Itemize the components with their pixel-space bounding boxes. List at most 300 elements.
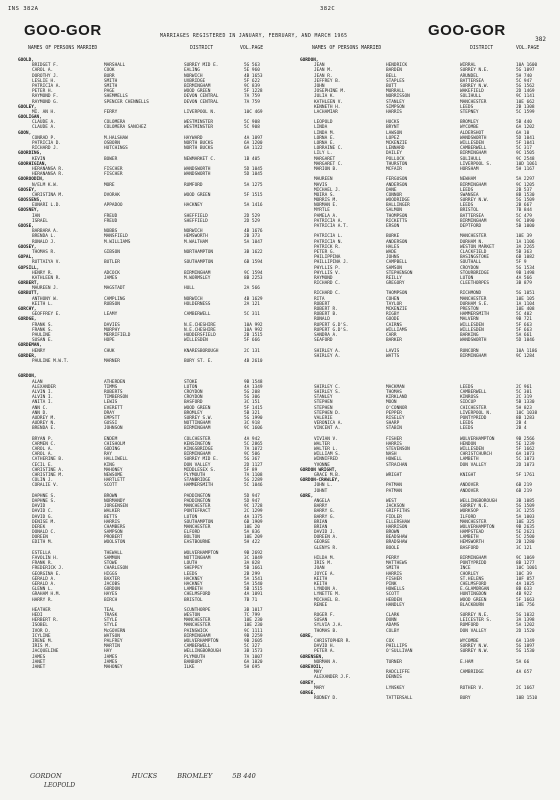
page-ref-left: INS 382A [8,6,39,12]
district: LUTON [460,275,474,281]
district: PADDINGTON [184,493,211,499]
forename: IAN [32,213,40,219]
handwritten-annotation [30,772,274,780]
district: BASINGSTOKE [460,255,490,261]
vol-page: 4A 1349 [244,384,263,390]
spouse-surname: O'SULLIVAN [386,649,413,655]
district: COLCHESTER [184,436,211,442]
forename: CAROL A. [32,452,54,458]
vol-page: 5F 9 [516,260,527,266]
spouse-surname: GREGORY [386,281,405,287]
vol-page: 9C 1606 [244,426,263,432]
spouse-surname: SHARP [386,421,400,427]
page-number: 382 [535,36,546,43]
spouse-surname: ADCOCK [104,270,120,276]
vol-page: 2D 1127 [244,462,263,468]
district: BOLTON [184,535,200,541]
forename: SUSAN [314,618,328,624]
district: EALING [184,68,200,74]
vol-page: 3B 1017 [244,607,263,613]
vol-page: 7A 1108 [244,473,263,478]
spouse-surname: MATTHEWS [386,561,408,567]
district: SURREY MID E. [184,63,219,69]
forename: DAVID C. [32,509,54,515]
forename: JACQUELINE [32,649,59,655]
district: WOLVERHAMPTON [184,550,219,556]
district: HORSHAM [460,166,479,172]
district: WANDSWORTH [184,172,211,178]
spouse-surname: BARDEN [386,68,402,74]
vol-page: 2D 529 [244,213,260,219]
district: WILLESDEN [460,447,484,453]
vol-page: 5A 2297 [516,177,535,183]
vol-page: 5B 1000 [516,224,535,229]
spouse-surname: ANDERSON [386,239,408,245]
spouse-surname: FREUD [104,213,118,219]
forename: PATRICIA N. [314,239,344,245]
forename: PATRICIA A.T. [314,224,349,229]
forename: VIVIAN V. [314,436,338,442]
spouse-surname: HARRIS [386,441,402,447]
vol-page: 6A 1349 [516,639,535,644]
surname: GOOSSENS, [18,198,42,204]
forename: MARGARET [314,156,336,162]
spouse-surname: APPADOO [104,203,123,209]
spouse-surname: HANDLEY [386,602,405,608]
forename: NORMAN A. [314,659,338,665]
spouse-surname: PALFREY [104,639,123,644]
forename: ANITA I. [32,400,54,406]
spouse-surname: HENDRICK [386,63,408,69]
vol-page: 6B 219 [516,483,532,489]
vol-page: 10E 408 [516,307,535,312]
spouse-surname: HARTLETT [104,478,126,484]
district: WYCOMBE [460,125,479,131]
spouse-surname: COX [386,639,394,644]
district: PONTYPRIDD [460,561,487,567]
district: BROMLEY [184,410,203,416]
forename: DEREK [32,524,46,530]
spouse-surname: TEAL [104,607,115,613]
district: WESTON [184,613,200,619]
forename: CLAUDE A. [32,120,56,126]
forename: RAYMOND G. [32,99,59,105]
district: HAMMERSMITH [460,312,490,318]
spouse-surname: MCKENZIE [386,141,408,146]
forename: RAYMOND F. [32,94,59,100]
forename: ALEXANDER [32,384,56,390]
spouse-surname: FISCHER [104,166,123,172]
forename: DAVID J. [314,530,336,536]
spouse-surname: STEVENSON [386,447,410,453]
vol-page: 9C 1069 [516,556,535,561]
forename: SANDRA A. [314,332,338,338]
district: ANDOVER [460,483,479,489]
spouse-surname: THEWALL [104,550,123,556]
vol-page: 5C 2865 [244,441,263,447]
spouse-surname: WATTS [386,353,400,359]
forename: WINNIFRED [314,457,338,463]
register-header: MARRIAGES REGISTERED IN JANUARY, FEBRUARY, AND MARCH 1965 [160,34,348,39]
vol-page: 5F 1761 [516,473,535,478]
district: SOUTHAMPTON [184,519,214,525]
forename: MAY [314,670,322,676]
vol-page: 9C 2548 [516,156,535,162]
spouse-surname: WATSON [104,633,120,639]
spouse-surname: WRIGHT [386,473,402,478]
forename: GLENYS R. [314,545,338,551]
district: SURREY N.E. [460,613,490,619]
surname: GORE, [300,493,314,499]
vol-page: 9B 1548 [244,379,263,385]
vol-page: 5F 622 [244,78,260,84]
vol-page: 5C 311 [244,312,260,318]
spouse-surname: BRADSHAW [386,540,408,546]
forename: ALAN [32,379,43,385]
vol-page: 9B 721 [516,317,532,323]
district: BIRMINGHAM [184,426,211,432]
district: WESTON MARKET [460,244,495,250]
district: HACKNEY [184,576,203,582]
spouse-surname: MARSHALL [104,63,126,69]
district: CROYDON [184,390,203,395]
forename: CECIL E. [32,462,54,468]
forename: ROBERT [314,301,330,307]
forename: ANTHONY W. [32,296,59,302]
spouse-surname: RUBSON [104,301,120,307]
district: LAMBETH [184,587,203,593]
spouse-surname: CHUK [104,348,115,354]
district: CHELMSFORD [460,581,487,587]
forename: DONALD C. [32,530,56,536]
spouse-surname: O'CONNOR [386,405,408,411]
vol-page: 5D 1046 [516,338,535,344]
vol-page: 4B 2610 [244,358,263,364]
surname: GORE, [300,633,314,639]
forename: AUDREY N. [32,421,56,427]
hand-spouse: HUCKS [131,772,158,780]
district: BIRMINGHAM [460,151,487,157]
vol-page: 2D 529 [244,218,260,224]
spouse-surname: GODING [104,447,120,453]
vol-page: 5G 208 [244,390,260,395]
vol-page: 5A 1416 [244,203,263,209]
district: BATTERSEA [460,78,484,84]
forename: ALEXANDER J.F. [314,675,352,681]
entries-left [18,58,288,670]
spouse-surname: PERRY [386,556,400,561]
vol-page: 5G 1530 [516,649,535,655]
forename: WALTER [314,441,330,447]
district: BIRMINGHAM [460,556,487,561]
spouse-surname: BOOLE [386,545,400,551]
district: SURREY N.W. [460,83,490,89]
forename: DAVID H. [314,644,336,650]
spouse-surname: BURKE [386,234,400,240]
district: STOKE [184,379,198,385]
district: WYCOMBE [460,639,479,644]
spouse-surname: REILLY [386,275,402,281]
spouse-surname: COLBY [386,628,400,634]
district: RUMFORD [184,182,203,188]
district: PRESTON [460,307,479,312]
forename: GERALD A. [32,576,56,582]
spouse-surname: TIMMS [104,384,118,390]
spouse-surname: SHEMMELLS [104,94,128,100]
spouse-surname: HAYES [104,592,118,598]
spouse-surname: TATTERSALL [386,696,413,702]
vol-page: 4A 1091 [244,592,263,598]
spouse-surname: M.WILLIAMS [104,239,131,245]
vol-page: 4B 1676 [244,229,263,235]
district: WESTMINSTER [184,120,214,126]
vol-page: 10E 756 [516,602,535,608]
vol-page: 5C 908 [244,125,260,131]
forename: LORRAINE C. [314,146,344,152]
vol-page: 4A 1025 [516,581,535,587]
spouse-surname: STEPHENSON [386,270,413,276]
forename: LEOPOLD [314,120,333,126]
vol-page: 7A 759 [244,99,260,105]
district: SCUNTHORPE [184,607,211,613]
district: DEVON CENTRAL [184,99,219,105]
surname: GORDGE, [18,317,37,323]
district: MIDDLESEX S. [184,467,216,473]
district: HOLDERNESS [184,301,211,307]
vol-page: 10E 105 [516,296,535,302]
spouse-surname: THOMAS [386,390,402,395]
surname: GOOLEY, [18,104,37,110]
district: DON VALLEY [460,462,487,468]
vol-page: 4B 922 [516,592,532,598]
vol-page: 10A 1186 [516,348,538,354]
district: SHEFFIELD [184,213,208,219]
vol-page: 6B 1909 [244,519,263,525]
spouse-surname: STYLE [104,623,118,629]
forename: PAULINE [32,332,51,338]
forename: PAMELA A. [314,213,338,219]
district: HAYWARD [184,135,203,141]
district: SHEFFIELD [184,218,208,224]
hand-name1: GORDON [30,772,62,780]
spouse-surname: DVORAK [104,192,120,198]
forename: ISRAEL [32,218,48,224]
district: CAMBERWELL [184,644,211,650]
surname: GORDEMAN, [18,343,42,349]
spouse-surname: DRAY [104,410,115,416]
spouse-surname: JAMES [104,659,118,665]
spouse-surname: MOON [386,400,397,406]
forename: FREDERICK J. [32,566,64,572]
spouse-surname: PAGE [104,89,115,95]
spouse-surname: WOOLSTON [104,540,126,546]
forename: WALTER L. [314,447,338,453]
spouse-surname: DANE [386,187,397,193]
district: WOOD GREEN [184,405,211,411]
vol-page: 5F 1663 [516,597,535,603]
forename: JEAN R. [314,73,333,79]
district: CHELMSFORD [184,592,211,598]
forename: PETER A. [314,649,336,655]
spouse-surname: HUTCHINGS [104,146,128,152]
spouse-surname: CAIRNS [386,322,402,328]
vol-page: 7C 799 [244,613,260,619]
district: STEPNEY [460,109,479,115]
spouse-surname: PROBERT [104,535,123,541]
vol-page: 9C 1141 [516,94,535,100]
forename: DOREEN [32,535,48,541]
spouse-surname: HARRIS [386,109,402,115]
district: MANCHESTER [460,99,487,105]
district: CAMBRIDGE [460,670,484,676]
vol-page: 10E 230 [244,618,263,624]
forename: JEAN M. [314,68,333,74]
forename: MAVIS [314,182,328,188]
forename: PATRICIA D. [32,141,62,146]
forename: LILY L. [314,151,333,157]
vol-page: 5D 1041 [516,135,535,141]
district: UXBRIDGE [184,78,206,84]
forename: JOHNT [314,488,328,494]
spouse-surname: TIMBERSON [104,395,128,401]
vol-page: 7A 1007 [244,654,263,660]
district: WANDSWORTH [184,166,211,172]
spouse-surname: LYNSKEY [386,685,405,691]
vol-page: 5C 1073 [516,457,535,463]
spouse-surname: HUCKS [386,120,400,126]
forename: AUDREY M. [32,415,56,421]
forename: JANET [32,659,46,665]
forename: FRANK S. [32,327,54,333]
forename: CAROL A. [32,447,54,453]
vol-page: 5G 306 [244,395,260,401]
vol-page: 6A 1202 [516,125,535,131]
district: BANBURY [184,659,203,665]
vol-page: 2D 1073 [516,462,535,468]
spouse-surname: JAMES [104,275,118,281]
forename: FRANK S. [32,322,54,328]
forename: KATHLEEN V. [314,99,344,105]
district: NEWHAM [460,177,476,183]
district: WIRRAL [460,63,476,69]
forename: RODNEY D. [314,696,338,702]
vol-page: 2B 1515 [244,332,263,338]
district: ROTHER V. [460,685,484,691]
vol-page: 3B 1622 [244,249,263,255]
district: ILFORD [460,514,476,520]
district: CAMBERWELL [184,312,211,318]
district: WOOD GREEN [184,89,211,95]
forename: JOHN [314,83,325,89]
district: WORKSOP [460,509,479,515]
vol-page: 5C 402 [516,312,532,318]
forename: RONALD [314,317,330,323]
vol-page: 5F 1228 [244,89,263,95]
district: MANCHESTER [184,623,211,629]
district: SURREY N.W. [460,649,490,655]
forename: STEPHEN [314,400,333,406]
forename: LINDA [314,125,328,131]
forename: CATHERINE B. [32,457,64,463]
vol-page: 5B 1330 [516,400,535,406]
spouse-surname: THOMPSON [386,213,408,219]
vol-page: 5A 1275 [244,182,263,188]
forename: CORALIE V. [32,483,59,489]
forename: KEITH [314,576,328,582]
spouse-surname: FISHER [386,576,402,582]
forename: GRACE M.B. [314,473,341,478]
forename: GRAHAM H.M. [32,592,62,598]
vol-page: 8B 633 [516,587,532,593]
vol-page: 5H 823 [516,405,532,411]
district: LIVERPOOL N. [184,109,216,115]
spouse-surname: BALLINGER [386,203,410,209]
district: LIVERPOOL N. [460,410,492,416]
district: HUNTINGDON [460,592,487,598]
forename: CHRISTINE A. [32,467,64,473]
spouse-surname: KIRKLAND [386,395,408,401]
district: WELLINGBOROUGH [184,649,222,655]
vol-page: 2D 1469 [516,89,535,95]
district: RICHMOND [460,291,482,297]
vol-page: 6B 1082 [516,255,535,261]
surname: GORDER, [18,353,37,359]
surname: GOORHIGIAN, [18,161,48,167]
forename: JOHN L. [314,483,333,489]
forename: PAULINE M.W.T. [32,358,70,364]
forename: ROBERT R. [314,307,338,312]
forename: RICHARD J. [32,146,59,152]
forename: PATRICIA A. [32,83,62,89]
vol-page: 9C 506 [244,452,260,458]
vol-page: 2B 4 [516,421,527,427]
spouse-surname: CHAMBERS [104,524,126,530]
forename: CARMEN C. [32,441,56,447]
vol-page: 9C 1728 [244,504,263,510]
district: WILLESDEN [460,322,484,328]
surname: GOOSE, [18,224,34,229]
vol-page: 2A 566 [244,286,260,292]
district: BATTERSEA [460,213,484,219]
district: MANCHESTER [184,524,211,530]
vol-page: 6A 1073 [516,452,535,458]
forename: PATRICIA L. [314,234,344,240]
forename: HILDA M. [314,556,336,561]
spouse-surname: COLOMERA [104,120,126,126]
spouse-surname: FERGUSON [386,177,408,183]
district: LEEDS [460,203,474,209]
spouse-surname: TAYLOR [386,301,402,307]
spouse-surname: GUSSI [104,421,118,427]
spouse-surname: ROBERTS [104,390,123,395]
spouse-surname: ELLERSHAW [386,519,410,525]
spouse-surname: MANSFIELD [104,234,128,240]
spouse-surname: ATHERDEN [104,379,126,385]
spouse-surname: LAVIS [386,348,400,354]
vol-page: 4A 1375 [244,514,263,520]
spouse-surname: ADAMS [386,623,400,629]
spouse-surname: FREUD [104,218,118,224]
district: WELLINGBOROUGH [460,498,498,504]
spouse-surname: BROWN [386,530,400,536]
vol-page: 10D 1061 [516,161,538,167]
vol-page: 5F 1662 [516,447,535,453]
spouse-surname: MORE [104,182,115,188]
vol-page: 10E 230 [244,623,263,629]
forename: CONRAD P. [32,135,56,141]
col-header-vol-right: VOL.PAGE [516,46,540,51]
forename: MARY [314,685,325,691]
